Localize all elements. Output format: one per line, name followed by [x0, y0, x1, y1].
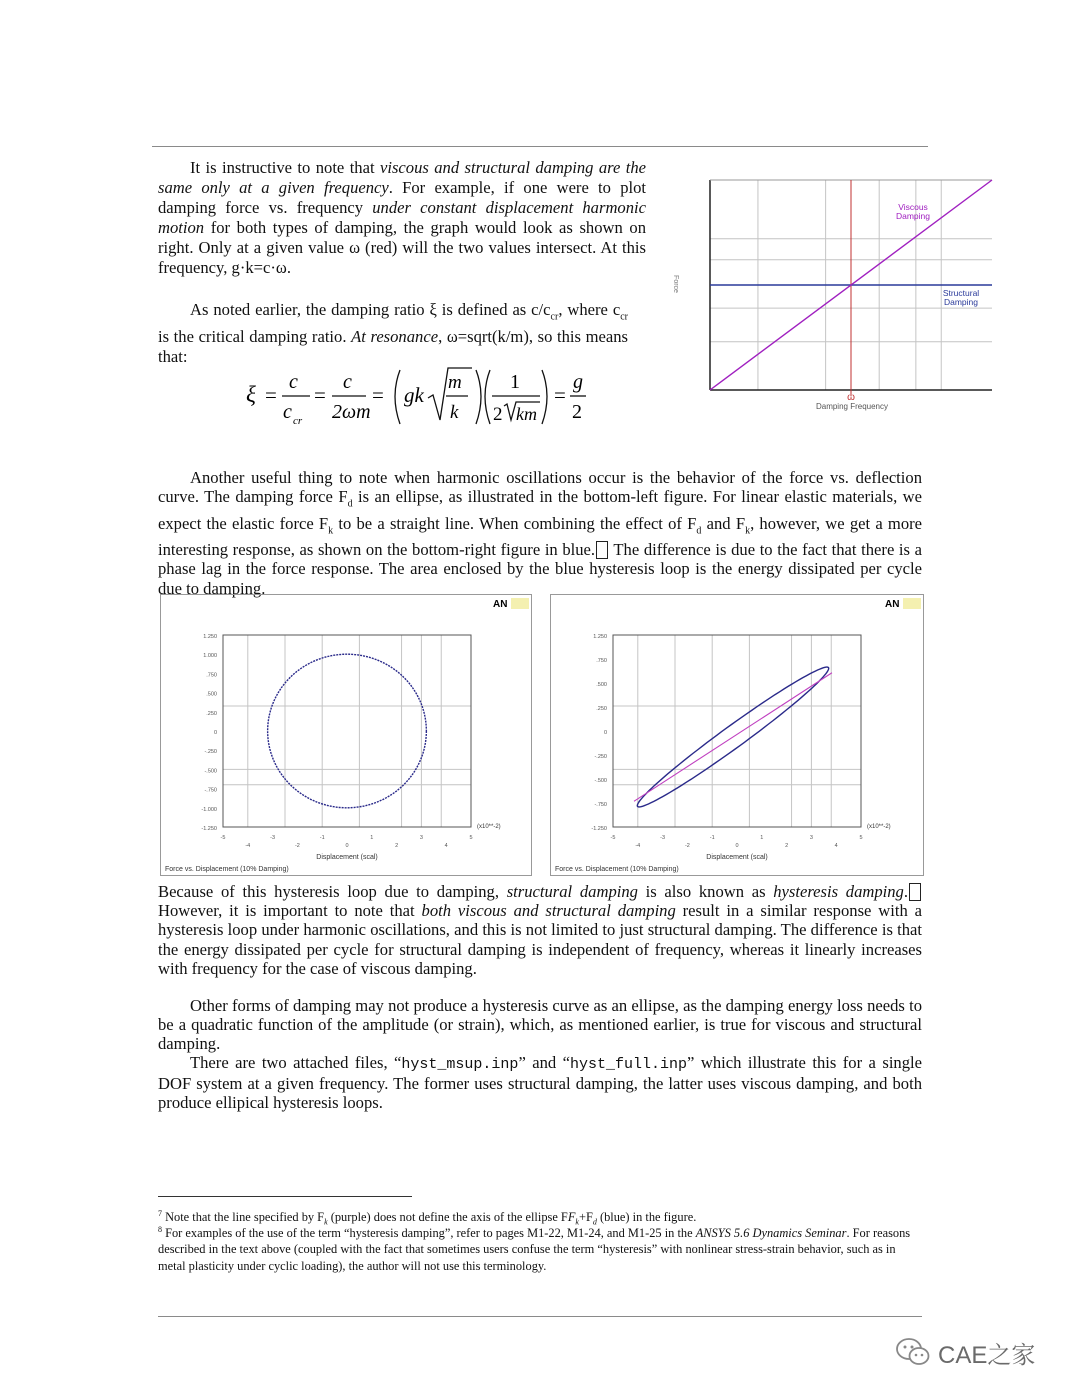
watermark	[896, 1334, 1035, 1370]
left-xtick-0: -5	[220, 835, 226, 841]
right-ytick-4: 0	[603, 730, 607, 736]
left-ytick-5: 0	[213, 730, 217, 736]
eq-c-num-2: c	[343, 371, 352, 393]
right-ytick-8: -1.250	[591, 826, 607, 832]
top-x-axis-label: Damping Frequency	[815, 402, 889, 411]
left-ytick-1: 1.000	[203, 653, 217, 660]
ansys-logo-left: AN	[493, 599, 508, 610]
left-ytick-10: -1.250	[201, 826, 217, 832]
eq-c-num-1: c	[289, 371, 298, 393]
paragraph-force-deflection: Another useful thing to note when harmonic oscillations occur is the behavior of the force vs. deflection curve. The damping force $F_d$ is an ellipse, as illustrated in the bottom-left figure. For linear elastic materials, we expect the elastic force $F_k$ to be a straight line. When combining the effect of $F_d$ and $F_k$, however, we get a more interesting response, as shown on the bottom-right figure in blue. The difference is due to the fact that there is a phase lag in the force response. The area enclosed by the blue hysteresis loop is the energy dissipated per cycle due to damping.	[158, 468, 923, 598]
eq-ccr: c	[283, 401, 292, 423]
left-ytick-8: -.750	[204, 787, 217, 794]
wechat-icon	[896, 1337, 930, 1367]
left-xtick-1: -4	[245, 843, 251, 849]
left-ytick-7: -.500	[204, 768, 217, 775]
left-xtick-3: -2	[294, 843, 300, 849]
right-xtick-0: -5	[610, 835, 616, 841]
right-xtick-1: -4	[635, 843, 641, 849]
left-xtick-9: 4	[444, 843, 448, 849]
left-xtick-5: 0	[345, 843, 349, 849]
eq-m: m	[448, 372, 462, 393]
footnote-marker-8	[909, 883, 921, 901]
right-ytick-0: 1.250	[593, 634, 607, 640]
footnote-8: $^8$ For examples of the use of the term “hysteresis damping”, refer to pages M1-22, M1-24, and M1-25 in the ANSYS 5.6 Dynamics Seminar. For reasons described in the text above (coupled with the fact that sometimes users confuse the term “hysteresis” with nonlinear stress-strain behavior, such as in metal plasticity under cyclic loading), the author will not use this terminology.	[158, 1225, 911, 1273]
ellipse-plot-panel	[160, 594, 532, 876]
left-xtick-2: -3	[270, 835, 276, 841]
left-ytick-0: 1.250	[203, 634, 217, 640]
eq-two: 2	[493, 404, 503, 425]
paragraph-attached-files: There are two attached files, “hyst_msup.inp” and “hyst_full.inp” which illustrate this for a single DOF system at a given frequency. The former uses structural damping, the latter uses viscous damping, and both produce ellipical hysteresis loops.	[158, 1053, 922, 1113]
right-ytick-7: -.750	[594, 802, 607, 808]
viscous-label-1: Viscous	[898, 202, 928, 212]
viscous-label-2: Damping	[895, 211, 931, 221]
omega-label: ω	[847, 392, 855, 403]
eq-equals-4: =	[554, 383, 566, 407]
header-rule	[152, 146, 928, 147]
left-x-axis-label: Displacement (scal)	[316, 854, 378, 861]
paragraph-damping-ratio: As noted earlier, the damping ratio ξ is defined as $c/c_{cr}$, where $c_{cr}$ is the critical damping ratio. At resonance, ω=sqrt(k/m), so this means that:	[158, 300, 628, 367]
right-ytick-1: .750	[596, 658, 607, 664]
right-xtick-6: 1	[760, 835, 764, 841]
right-xtick-2: -3	[660, 835, 666, 841]
right-ytick-2: .500	[596, 682, 607, 688]
left-plot-title: Force vs. Displacement (10% Damping)	[165, 866, 289, 873]
structural-label-2: Damping	[943, 297, 979, 307]
right-xtick-3: -2	[684, 843, 690, 849]
watermark-text: CAE之家	[938, 1341, 1036, 1369]
left-xtick-6: 1	[370, 835, 374, 841]
footnote-separator	[158, 1196, 412, 1197]
left-ytick-6: -.250	[204, 749, 217, 756]
right-xtick-9: 4	[834, 843, 838, 849]
eq-cr-sub: cr	[293, 415, 303, 427]
footnote-marker-7	[596, 541, 608, 559]
left-xtick-4: -1	[319, 835, 325, 841]
eq-equals-3: =	[372, 383, 384, 407]
fk-elastic-line	[634, 673, 832, 802]
paragraph-viscous-structural: It is instructive to note that viscous and structural damping are the same only at a given frequency. For example, if one were to plot damping force vs. frequency under constant displacement harmonic motion for both types of damping, the graph would look as shown on right. Only at a given value ω (red) will the two values intersect. At this frequency, g·k=c·ω.	[158, 158, 647, 277]
left-xtick-10: 5	[469, 835, 473, 841]
footer-rule	[158, 1316, 922, 1317]
right-ytick-6: -.500	[594, 778, 607, 784]
eq-two-den: 2	[572, 401, 582, 423]
left-ytick-2: .750	[206, 672, 217, 679]
right-xtick-8: 3	[809, 835, 813, 841]
damping-ratio-equation	[240, 362, 600, 434]
right-ytick-5: -.250	[594, 754, 607, 760]
right-xtick-5: 0	[735, 843, 739, 849]
eq-one: 1	[510, 371, 520, 393]
footnote-7: $^7$ Note that the line specified by $F_k$ (purple) does not define the axis of the ellipse $FF_k+F_d$ (blue) in the figure.	[158, 1209, 697, 1227]
right-xtick-4: -1	[709, 835, 715, 841]
eq-equals-1: =	[265, 383, 277, 407]
eq-k: k	[450, 402, 459, 423]
left-ytick-4: .250	[206, 710, 217, 717]
hysteresis-loop-plot	[551, 595, 923, 875]
right-x-axis-label: Displacement (scal)	[706, 854, 768, 861]
left-ytick-3: .500	[206, 691, 217, 698]
eq-km: km	[516, 404, 537, 424]
right-xtick-7: 2	[785, 843, 789, 849]
ansys-logo-right: AN	[885, 599, 900, 610]
left-xtick-7: 2	[395, 843, 399, 849]
eq-gk: gk	[404, 383, 424, 407]
eq-g: g	[573, 371, 583, 393]
left-xtick-8: 3	[419, 835, 423, 841]
damping-force-ellipse-plot	[161, 595, 531, 875]
right-ytick-3: .250	[596, 706, 607, 712]
file-hyst-msup: hyst_msup.inp	[401, 1056, 519, 1073]
structural-label-1: Structural	[942, 288, 980, 298]
eq-xi: ξ	[246, 382, 256, 407]
damping-force-vs-frequency-chart	[660, 176, 1000, 416]
eq-2wm: 2ωm	[332, 401, 371, 423]
right-x-exponent: (x10**-2)	[867, 824, 891, 830]
right-plot-title: Force vs. Displacement (10% Damping)	[555, 866, 679, 873]
paragraph-other-damping: Other forms of damping may not produce a hysteresis curve as an ellipse, as the damping energy loss needs to be a quadratic function of the amplitude (or strain), which, as mentioned earlier, is true for viscous and structural damping.	[158, 996, 922, 1054]
left-x-exponent: (x10**-2)	[477, 824, 501, 830]
hysteresis-plot-panel	[550, 594, 924, 876]
top-y-axis-label: Force	[672, 275, 679, 293]
paragraph-hysteresis-loop: Because of this hysteresis loop due to damping, structural damping is also known as hysteresis damping. However, it is important to note that both viscous and structural damping result in a similar response with a hysteresis loop under harmonic oscillations, and this is not limited to just structural damping. The difference is that the energy dissipated per cycle for structural damping is independent of frequency, whereas it linearly increases with frequency for the case of viscous damping.	[158, 882, 922, 978]
right-xtick-10: 5	[859, 835, 863, 841]
file-hyst-full: hyst_full.inp	[570, 1056, 688, 1073]
left-ytick-9: -1.000	[201, 806, 217, 813]
eq-equals-2: =	[314, 383, 326, 407]
